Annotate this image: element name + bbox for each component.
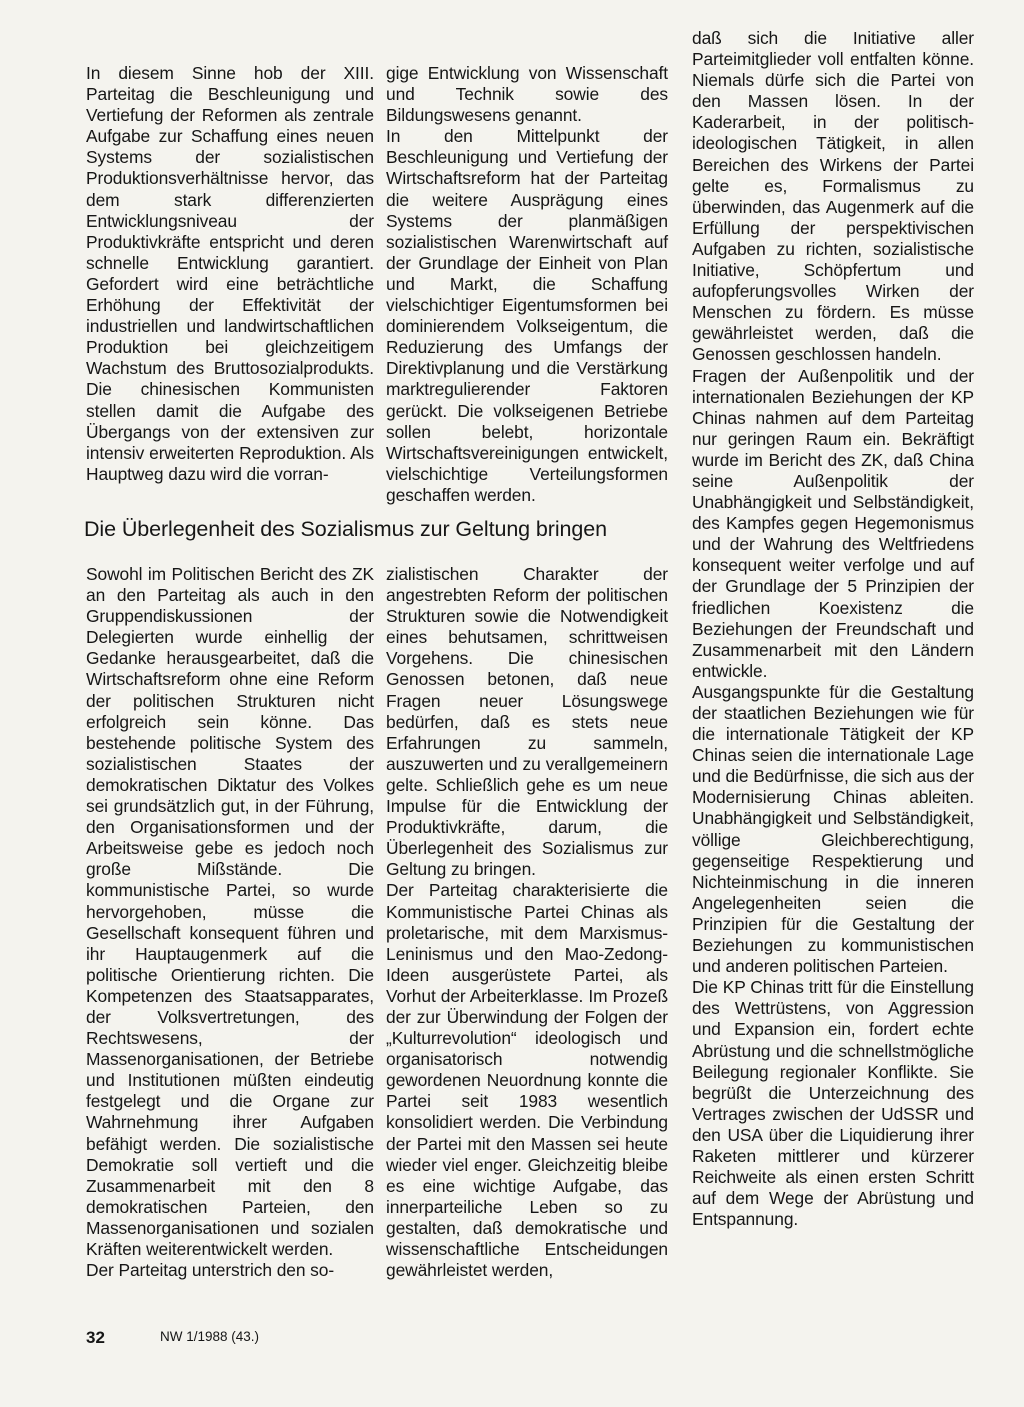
paragraph: zialistischen Charakter der angestrebten Reform der politischen Strukturen sowie die Notwendigkeit eines behutsamen, schrittweisen Vorgehens. Die chinesischen Genossen betonen, daß neue Fragen neuer Lösungswege bedürfen, daß es stets neue Erfahrungen zu sammeln, auszuwerten und zu verallgemeinern gelte. Schließlich gehe es um neue Impulse für die Entwicklung der Produktivkräfte, darum, die Überlegenheit des Sozialismus zur Geltung zu bringen. xyxy=(386,564,668,880)
page-footer xyxy=(86,1328,260,1348)
paragraph: Die KP Chinas tritt für die Einstellung des Wettrüstens, von Aggression und Expansion ein, fordert echte Abrüstung und die schnellstmögliche Beilegung regionaler Konflikte. Sie begrüßt die Unterzeichnung des Vertrages zwischen der UdSSR und den USA über die Liquidierung ihrer Raketen mittlerer und kürzerer Reichweite als einen ersten Schritt auf dem Wege der Abrüstung und Entspannung. xyxy=(692,977,974,1230)
page-number: 32 xyxy=(86,1328,105,1347)
column-3 xyxy=(692,28,974,1230)
column-2-top xyxy=(386,63,668,506)
paragraph: In diesem Sinne hob der XIII. Parteitag die Beschleunigung und Vertiefung der Reformen als zentrale Aufgabe zur Schaffung eines neuen Systems der sozialistischen Produktionsverhältnisse hervor, das dem stark differenzierten Entwicklungsniveau der Produktivkräfte entspricht und deren schnelle Entwicklung garantiert. Gefordert wird eine beträchtliche Erhöhung der Effektivität der industriellen und landwirtschaftlichen Produktion bei gleichzeitigem Wachstum des Bruttosozialprodukts. Die chinesischen Kommunisten stellen damit die Aufgabe des Übergangs von der extensiven zur intensiv erweiterten Reproduktion. Als Hauptweg dazu wird die vorran- xyxy=(86,63,374,484)
paragraph: Fragen der Außenpolitik und der internationalen Beziehungen der KP Chinas nahmen auf dem Parteitag nur geringen Raum ein. Bekräftigt wurde im Bericht des ZK, daß China seine Außenpolitik der Unabhängigkeit und Selbständigkeit, des Kampfes gegen Hegemonismus und der Wahrung des Weltfriedens konsequent weiter verfolge und auf der Grundlage der 5 Prinzipien der friedlichen Koexistenz die Beziehungen der Freundschaft und Zusammenarbeit mit den Ländern entwickle. xyxy=(692,365,974,681)
column-1-top xyxy=(86,63,374,485)
section-heading: Die Überlegenheit des Sozialismus zur Geltung bringen xyxy=(84,517,607,541)
column-2-bottom xyxy=(386,564,668,1281)
issue-label: NW 1/1988 (43.) xyxy=(160,1329,260,1344)
paragraph: daß sich die Initiative aller Parteimitglieder voll entfalten könne. Niemals dürfe sich die Partei von den Massen lösen. In der Kaderarbeit, in der politisch-ideologischen Tätigkeit, in allen Bereichen des Wirkens der Partei gelte es, Formalismus zu überwinden, das Augenmerk auf die Erfüllung der perspektivischen Aufgaben zu richten, sozialistische Initiative, Schöpfertum und aufopferungsvolles Wirken der Menschen zu fördern. Es müsse gewährleistet werden, daß die Genossen geschlossen handeln. xyxy=(692,28,974,365)
paragraph: Ausgangspunkte für die Gestaltung der staatlichen Beziehungen wie für die internationale Tätigkeit der KP Chinas seien die internationale Lage und die Bedürfnisse, die sich aus der Modernisierung Chinas ableiten. Unabhängigkeit und Selbständigkeit, völlige Gleichberechtigung, gegenseitige Respektierung und Nichteinmischung in die inneren Angelegenheiten seien die Prinzipien für die Gestaltung der Beziehungen zu kommunistischen und anderen politischen Parteien. xyxy=(692,681,974,977)
column-1-bottom xyxy=(86,564,374,1281)
paragraph: Der Parteitag unterstrich den so- xyxy=(86,1260,335,1281)
paragraph: Der Parteitag charakterisierte die Kommunistische Partei Chinas als proletarische, mit dem Marxismus-Leninismus und den Mao-Zedong-Ideen ausgerüstete Partei, als Vorhut der Arbeiterklasse. Im Prozeß der zur Überwindung der Folgen der „Kulturrevolution“ ideologisch und organisatorisch notwendig gewordenen Neuordnung konnte die Partei seit 1983 wesentlich konsolidiert werden. Die Verbindung der Partei mit den Massen sei heute wieder viel enger. Gleichzeitig bleibe es eine wichtige Aufgabe, das innerparteiliche Leben so zu gestalten, daß demokratische und wissenschaftliche Entscheidungen gewährleistet werden, xyxy=(386,880,668,1281)
paragraph: gige Entwicklung von Wissenschaft und Technik sowie des Bildungswesens genannt. xyxy=(386,63,668,126)
paragraph: Sowohl im Politischen Bericht des ZK an den Parteitag als auch in den Gruppendiskussionen der Delegierten wurde einhellig der Gedanke herausgearbeitet, daß die Wirtschaftsreform ohne eine Reform der politischen Strukturen nicht erfolgreich sein könne. Das bestehende politische System des sozialistischen Staates der demokratischen Diktatur des Volkes sei grundsätzlich gut, in der Führung, den Organisationsformen und der Arbeitsweise gebe es jedoch noch große Mißstände. Die kommunistische Partei, so wurde hervorgehoben, müsse die Gesellschaft konsequent führen und ihr Hauptaugenmerk auf die politische Orientierung richten. Die Kompetenzen des Staatsapparates, der Volksvertretungen, des Rechtswesens, der Massenorganisationen, der Betriebe und Institutionen müßten eindeutig festgelegt und die Organe zur Wahrnehmung ihrer Aufgaben befähigt werden. Die sozialistische Demokratie soll vertieft und die Zusammenarbeit mit den 8 demokratischen Parteien, den Massenorganisationen und sozialen Kräften weiterentwickelt werden. xyxy=(86,564,374,1259)
paragraph: In den Mittelpunkt der Beschleunigung und Vertiefung der Wirtschaftsreform hat der Parteitag die weitere Ausprägung eines Systems der planmäßigen sozialistischen Warenwirtschaft auf der Grundlage der Einheit von Plan und Markt, die Schaffung vielschichtiger Eigentumsformen bei dominierendem Volkseigentum, die Reduzierung des Umfangs der Direktivplanung und die Verstärkung marktregulierender Faktoren gerückt. Die volkseigenen Betriebe sollen belebt, horizontale Wirtschaftsvereinigungen entwickelt, vielschichtige Verteilungsformen geschaffen werden. xyxy=(386,126,668,505)
